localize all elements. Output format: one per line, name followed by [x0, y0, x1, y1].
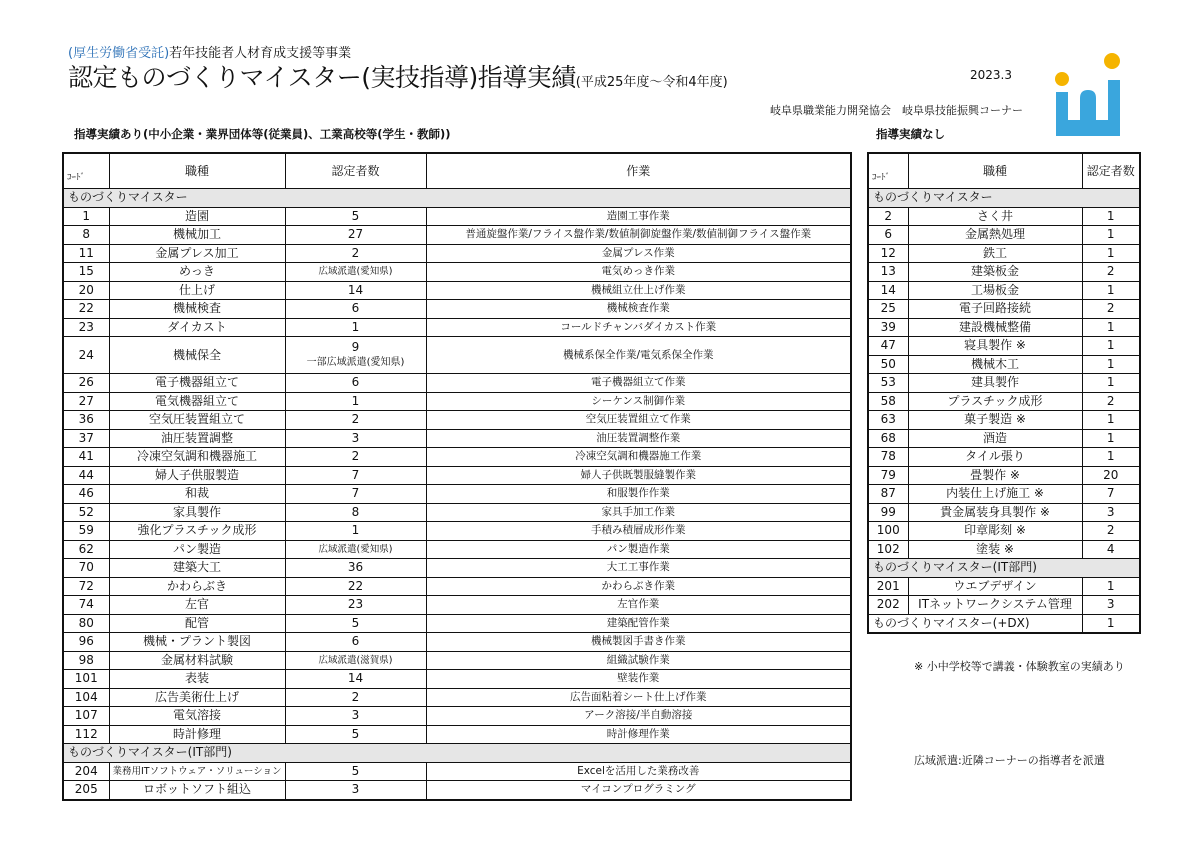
table-row [63, 226, 851, 245]
count-cell: 1 [285, 318, 426, 337]
count-note: 一部広域派遣(愛知県) [306, 357, 405, 368]
count-cell: 1 [1082, 318, 1140, 337]
section-label: ものづくりマイスター(IT部門) [63, 744, 851, 763]
count-cell: 7 [1082, 485, 1140, 504]
trade-cell: 貴金属装身具製作 ※ [908, 503, 1082, 522]
trade-cell: 鉄工 [908, 244, 1082, 263]
count-cell: 5 [285, 762, 426, 781]
code-cell: 14 [868, 281, 908, 300]
trade-cell: 機械・プラント製図 [109, 633, 285, 652]
code-cell: 15 [63, 263, 109, 282]
count-cell: 1 [1082, 577, 1140, 596]
col-trade-header: 職種 [109, 153, 285, 189]
left-table-heading: 指導実績あり(中小企業・業界団体等(従業員)、工業高校等(学生・教師)) [74, 127, 451, 141]
count-cell [285, 337, 426, 374]
count-cell: 6 [285, 374, 426, 393]
code-cell: 202 [868, 596, 908, 615]
code-cell: 1 [63, 207, 109, 226]
code-cell: 39 [868, 318, 908, 337]
code-cell: 101 [63, 670, 109, 689]
count-value: 9 [351, 340, 360, 354]
section-label: ものづくりマイスター [868, 189, 1140, 208]
work-cell: かわらぶき作業 [426, 577, 851, 596]
work-cell: 和服製作作業 [426, 485, 851, 504]
section-label: ものづくりマイスター(IT部門) [868, 559, 1140, 578]
table-row [868, 337, 1140, 356]
trade-cell: 建具製作 [908, 374, 1082, 393]
ministry-label: (厚生労働省受託) [68, 46, 170, 61]
project-name: 若年技能者人材育成支援等事業 [169, 46, 352, 61]
table-row [63, 670, 851, 689]
trade-cell: パン製造 [109, 540, 285, 559]
count-cell: 1 [285, 522, 426, 541]
table-row [868, 300, 1140, 319]
count-cell: 2 [285, 411, 426, 430]
work-cell: 普通旋盤作業/フライス盤作業/数値制御旋盤作業/数値制御フライス盤作業 [426, 226, 851, 245]
count-cell: 1 [1082, 448, 1140, 467]
count-cell: 2 [1082, 522, 1140, 541]
work-cell: 金属プレス作業 [426, 244, 851, 263]
table-row [868, 281, 1140, 300]
code-cell: 204 [63, 762, 109, 781]
trade-cell: 強化プラスチック成形 [109, 522, 285, 541]
issue-date: 2023.3 [970, 68, 1012, 82]
table-row [63, 707, 851, 726]
results-table [62, 152, 852, 801]
code-cell: 24 [63, 337, 109, 374]
code-cell: 36 [63, 411, 109, 430]
footnote-asterisk: ※ 小中学校等で講義・体験教室の実績あり [914, 660, 1125, 673]
count-cell: 2 [1082, 392, 1140, 411]
footnote-dispatch: 広域派遣:近隣コーナーの指導者を派遣 [914, 754, 1105, 767]
table-row [63, 577, 851, 596]
table-row [868, 392, 1140, 411]
table-row [868, 318, 1140, 337]
trade-cell: 塗装 ※ [908, 540, 1082, 559]
count-cell: 1 [1082, 226, 1140, 245]
work-cell: 建築配管作業 [426, 614, 851, 633]
code-cell: 68 [868, 429, 908, 448]
trade-cell: 畳製作 ※ [908, 466, 1082, 485]
trade-cell: 建築大工 [109, 559, 285, 578]
table-row [63, 614, 851, 633]
count-cell: 1 [1082, 244, 1140, 263]
code-cell: 13 [868, 263, 908, 282]
code-cell: 63 [868, 411, 908, 430]
code-cell: 26 [63, 374, 109, 393]
trade-cell: 機械保全 [109, 337, 285, 374]
table-row [63, 596, 851, 615]
code-cell: 87 [868, 485, 908, 504]
trade-cell: プラスチック成形 [908, 392, 1082, 411]
code-cell: 52 [63, 503, 109, 522]
work-cell: 冷凍空気調和機器施工作業 [426, 448, 851, 467]
code-cell: 44 [63, 466, 109, 485]
table-row [63, 448, 851, 467]
table-row [868, 374, 1140, 393]
count-cell: 1 [1082, 355, 1140, 374]
count-cell: 2 [285, 448, 426, 467]
title-period: (平成25年度〜令和4年度) [575, 75, 728, 90]
trade-cell: 酒造 [908, 429, 1082, 448]
work-cell: パン製造作業 [426, 540, 851, 559]
trade-cell: 冷凍空気調和機器施工 [109, 448, 285, 467]
code-cell: 104 [63, 688, 109, 707]
col-count-header: 認定者数 [1082, 153, 1140, 189]
table-row [868, 522, 1140, 541]
trade-cell: ウエブデザイン [908, 577, 1082, 596]
trade-cell: 婦人子供服製造 [109, 466, 285, 485]
table-row [63, 300, 851, 319]
dx-row [868, 614, 1140, 633]
trade-cell: めっき [109, 263, 285, 282]
count-cell: 広域派遣(愛知県) [285, 540, 426, 559]
table-row [63, 559, 851, 578]
right-table-heading: 指導実績なし [876, 127, 945, 141]
trade-cell: 表装 [109, 670, 285, 689]
code-cell: 201 [868, 577, 908, 596]
dx-label: ものづくりマイスター(+DX) [868, 614, 1082, 633]
table-row [868, 411, 1140, 430]
code-cell: 23 [63, 318, 109, 337]
trade-cell: タイル張り [908, 448, 1082, 467]
table-row [63, 485, 851, 504]
table-row [63, 411, 851, 430]
trade-cell: さく井 [908, 207, 1082, 226]
code-cell: 96 [63, 633, 109, 652]
organization-name: 岐阜県職業能力開発協会 岐阜県技能振興コーナー [770, 104, 1023, 117]
table-row [63, 522, 851, 541]
count-cell: 1 [1082, 337, 1140, 356]
title-main: 認定ものづくりマイスター(実技指導)指導実績 [68, 63, 576, 92]
count-cell: 2 [1082, 263, 1140, 282]
work-cell: 空気圧装置組立て作業 [426, 411, 851, 430]
table-row [868, 226, 1140, 245]
table-row [63, 466, 851, 485]
code-cell: 22 [63, 300, 109, 319]
table-row [63, 633, 851, 652]
code-cell: 70 [63, 559, 109, 578]
code-cell: 8 [63, 226, 109, 245]
table-row [63, 762, 851, 781]
trade-cell: ITネットワークシステム管理 [908, 596, 1082, 615]
section-row [63, 189, 851, 208]
count-cell: 1 [1082, 411, 1140, 430]
work-cell: 機械検査作業 [426, 300, 851, 319]
work-cell: アーク溶接/半自動溶接 [426, 707, 851, 726]
code-cell: 11 [63, 244, 109, 263]
organization-logo [1052, 52, 1124, 138]
table-row [63, 688, 851, 707]
table-row [868, 485, 1140, 504]
table-row [868, 577, 1140, 596]
count-cell: 23 [285, 596, 426, 615]
trade-cell: 電気機器組立て [109, 392, 285, 411]
col-count-header: 認定者数 [285, 153, 426, 189]
table-row [868, 207, 1140, 226]
table-row [63, 318, 851, 337]
count-cell: 3 [285, 429, 426, 448]
work-cell: 電子機器組立て作業 [426, 374, 851, 393]
trade-cell: 左官 [109, 596, 285, 615]
work-cell: 壁装作業 [426, 670, 851, 689]
trade-cell: 寝具製作 ※ [908, 337, 1082, 356]
count-cell: 20 [1082, 466, 1140, 485]
trade-cell: 造園 [109, 207, 285, 226]
trade-cell: 建築板金 [908, 263, 1082, 282]
work-cell: 機械組立仕上げ作業 [426, 281, 851, 300]
table-row [868, 540, 1140, 559]
count-cell: 4 [1082, 540, 1140, 559]
trade-cell: かわらぶき [109, 577, 285, 596]
table-row [868, 429, 1140, 448]
trade-cell: 機械加工 [109, 226, 285, 245]
code-cell: 37 [63, 429, 109, 448]
code-cell: 107 [63, 707, 109, 726]
count-cell: 1 [1082, 374, 1140, 393]
trade-cell: 工場板金 [908, 281, 1082, 300]
code-cell: 53 [868, 374, 908, 393]
code-cell: 100 [868, 522, 908, 541]
count-cell: 36 [285, 559, 426, 578]
table-row [63, 503, 851, 522]
trade-cell: 機械検査 [109, 300, 285, 319]
work-cell: 大工工事作業 [426, 559, 851, 578]
col-code-header: ｺｰﾄﾞ [868, 153, 908, 189]
col-code-header: ｺｰﾄﾞ [63, 153, 109, 189]
dx-count: 1 [1082, 614, 1140, 633]
code-cell: 62 [63, 540, 109, 559]
table-row [63, 392, 851, 411]
trade-cell: 金属材料試験 [109, 651, 285, 670]
work-cell: 組織試験作業 [426, 651, 851, 670]
count-cell: 3 [1082, 503, 1140, 522]
trade-cell: 広告美術仕上げ [109, 688, 285, 707]
count-cell: 14 [285, 670, 426, 689]
trade-cell: 建設機械整備 [908, 318, 1082, 337]
trade-cell: 金属プレス加工 [109, 244, 285, 263]
table-row [63, 540, 851, 559]
count-cell: 広域派遣(愛知県) [285, 263, 426, 282]
count-cell: 7 [285, 466, 426, 485]
count-cell: 1 [285, 392, 426, 411]
trade-cell: 時計修理 [109, 725, 285, 744]
count-cell: 6 [285, 633, 426, 652]
table-row [868, 448, 1140, 467]
trade-cell: ロボットソフト組込 [109, 781, 285, 800]
work-cell: 造園工事作業 [426, 207, 851, 226]
code-cell: 25 [868, 300, 908, 319]
code-cell: 27 [63, 392, 109, 411]
table-row [63, 725, 851, 744]
table-row [868, 596, 1140, 615]
work-cell: 時計修理作業 [426, 725, 851, 744]
work-cell: 油圧装置調整作業 [426, 429, 851, 448]
work-cell: Excelを活用した業務改善 [426, 762, 851, 781]
section-row [868, 559, 1140, 578]
code-cell: 99 [868, 503, 908, 522]
code-cell: 102 [868, 540, 908, 559]
code-cell: 79 [868, 466, 908, 485]
count-cell: 広域派遣(滋賀県) [285, 651, 426, 670]
work-cell: 婦人子供既製服縫製作業 [426, 466, 851, 485]
trade-cell: 電子機器組立て [109, 374, 285, 393]
code-cell: 205 [63, 781, 109, 800]
count-cell: 3 [1082, 596, 1140, 615]
count-cell: 5 [285, 614, 426, 633]
count-cell: 3 [285, 781, 426, 800]
code-cell: 74 [63, 596, 109, 615]
code-cell: 58 [868, 392, 908, 411]
work-cell: 電気めっき作業 [426, 263, 851, 282]
page-title [68, 58, 728, 94]
trade-cell: 電気溶接 [109, 707, 285, 726]
trade-cell: 内装仕上げ施工 ※ [908, 485, 1082, 504]
code-cell: 12 [868, 244, 908, 263]
count-cell: 2 [285, 688, 426, 707]
work-cell: マイコンプログラミング [426, 781, 851, 800]
code-cell: 78 [868, 448, 908, 467]
table-row [868, 466, 1140, 485]
code-cell: 20 [63, 281, 109, 300]
table-row [63, 263, 851, 282]
trade-cell: 機械木工 [908, 355, 1082, 374]
code-cell: 41 [63, 448, 109, 467]
work-cell: コールドチャンバダイカスト作業 [426, 318, 851, 337]
count-cell: 2 [285, 244, 426, 263]
count-cell: 3 [285, 707, 426, 726]
code-cell: 47 [868, 337, 908, 356]
col-work-header: 作業 [426, 153, 851, 189]
work-cell: 左官作業 [426, 596, 851, 615]
work-cell: 手積み積層成形作業 [426, 522, 851, 541]
trade-cell: 家具製作 [109, 503, 285, 522]
count-cell: 1 [1082, 207, 1140, 226]
work-cell: 機械系保全作業/電気系保全作業 [426, 337, 851, 374]
table-row [63, 781, 851, 800]
count-cell: 1 [1082, 281, 1140, 300]
section-row [63, 744, 851, 763]
code-cell: 2 [868, 207, 908, 226]
code-cell: 112 [63, 725, 109, 744]
table-row [63, 374, 851, 393]
trade-cell: 業務用ITソフトウェア・ソリューション [109, 762, 285, 781]
count-cell: 7 [285, 485, 426, 504]
count-cell: 5 [285, 725, 426, 744]
work-cell: 家具手加工作業 [426, 503, 851, 522]
code-cell: 80 [63, 614, 109, 633]
count-cell: 6 [285, 300, 426, 319]
work-cell: 機械製図手書き作業 [426, 633, 851, 652]
no-results-table [867, 152, 1141, 634]
table-row [63, 244, 851, 263]
count-cell: 22 [285, 577, 426, 596]
trade-cell: ダイカスト [109, 318, 285, 337]
work-cell: シーケンス制御作業 [426, 392, 851, 411]
count-cell: 2 [1082, 300, 1140, 319]
col-trade-header: 職種 [908, 153, 1082, 189]
count-cell: 27 [285, 226, 426, 245]
trade-cell: 空気圧装置組立て [109, 411, 285, 430]
trade-cell: 印章彫刻 ※ [908, 522, 1082, 541]
table-row [868, 263, 1140, 282]
trade-cell: 配管 [109, 614, 285, 633]
table-row [63, 651, 851, 670]
table-row [868, 244, 1140, 263]
code-cell: 46 [63, 485, 109, 504]
count-cell: 1 [1082, 429, 1140, 448]
section-row [868, 189, 1140, 208]
trade-cell: 仕上げ [109, 281, 285, 300]
count-cell: 14 [285, 281, 426, 300]
work-cell: 広告面粘着シート仕上げ作業 [426, 688, 851, 707]
trade-cell: 和裁 [109, 485, 285, 504]
trade-cell: 金属熱処理 [908, 226, 1082, 245]
code-cell: 59 [63, 522, 109, 541]
code-cell: 6 [868, 226, 908, 245]
section-label: ものづくりマイスター [63, 189, 851, 208]
code-cell: 98 [63, 651, 109, 670]
trade-cell: 電子回路接続 [908, 300, 1082, 319]
table-row [63, 207, 851, 226]
trade-cell: 菓子製造 ※ [908, 411, 1082, 430]
code-cell: 72 [63, 577, 109, 596]
table-row [868, 355, 1140, 374]
code-cell: 50 [868, 355, 908, 374]
trade-cell: 油圧装置調整 [109, 429, 285, 448]
table-row [63, 429, 851, 448]
count-cell: 8 [285, 503, 426, 522]
count-cell: 5 [285, 207, 426, 226]
table-row [63, 337, 851, 374]
table-row [868, 503, 1140, 522]
table-row [63, 281, 851, 300]
